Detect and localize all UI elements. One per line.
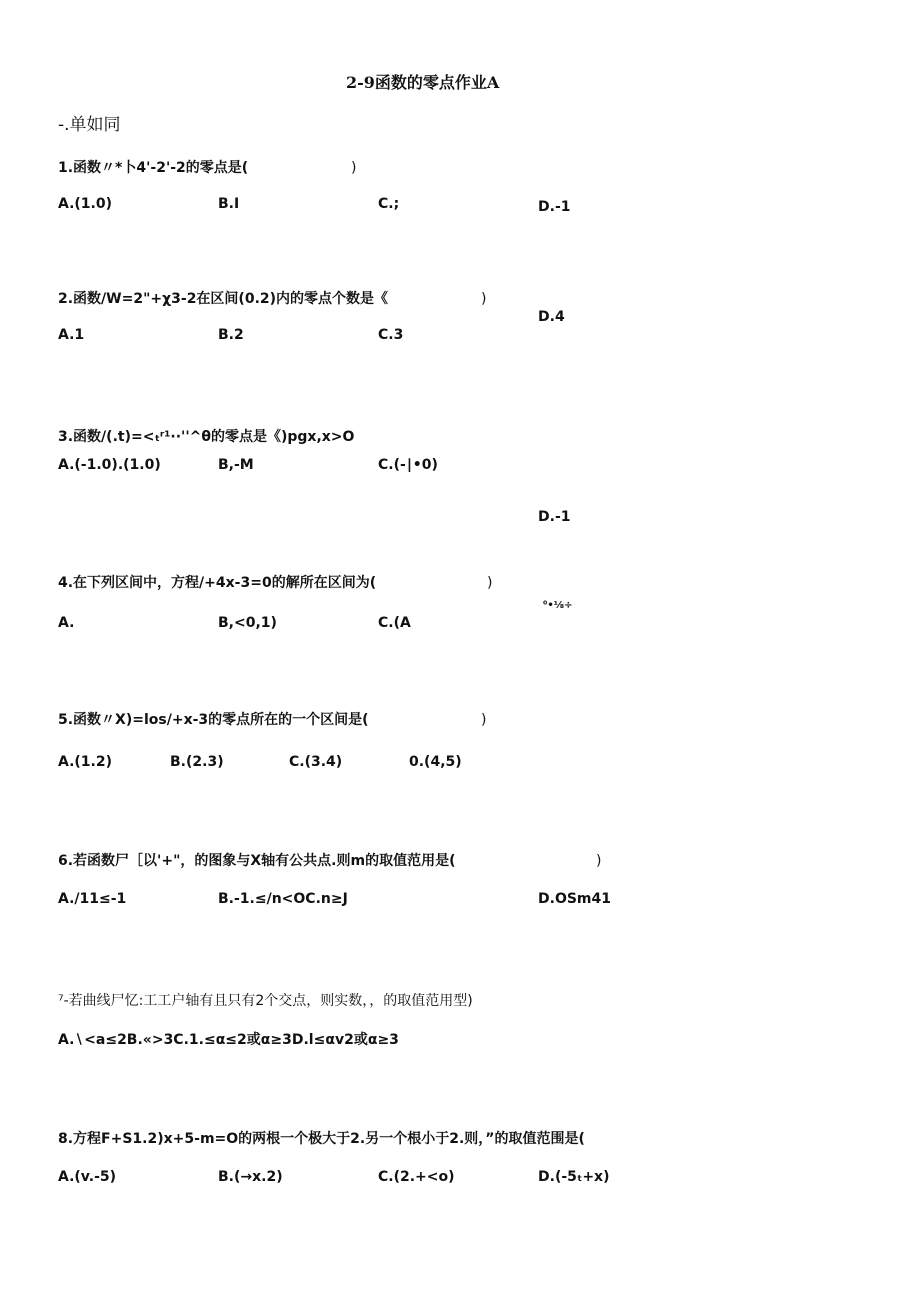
question-6-option-a: A./11≤-1: [58, 891, 127, 907]
question-1-stem: 1.函数〃*卜4'-2'-2的零点是(: [58, 160, 249, 176]
question-6-option-b: B.-1.≤/n<OC.n≥J: [218, 891, 348, 907]
question-8-option-c: C.(2.+<o): [378, 1169, 455, 1185]
section-heading: -.单如同: [58, 115, 121, 135]
question-5-option-a: A.(1.2): [58, 754, 113, 770]
question-7-stem: ⁷-若曲线尸忆:工工户轴有且只有2个交点，则实数，，的取值范用型): [58, 993, 473, 1009]
question-6-close-paren: ): [596, 853, 602, 869]
page-title: 2-9函数的零点作业A: [346, 73, 500, 92]
question-8-option-d: D.(-5ₜ+x): [538, 1169, 610, 1185]
question-4-option-d: ⁰•⅛÷: [543, 600, 573, 611]
question-7-options: A.∖<a≤2B.«>3C.1.≤α≤2或α≥3D.l≤αv2或α≥3: [58, 1032, 399, 1048]
question-2-option-c: C.3: [378, 327, 404, 343]
question-2-stem: 2.函数/W=2"+χ3-2在区间(0.2)内的零点个数是《: [58, 291, 389, 307]
question-4-close-paren: ): [487, 575, 493, 591]
question-5-option-d: 0.(4,5): [409, 754, 462, 770]
question-6-stem: 6.若函数尸［以'+"，的图象与X轴有公共点.则m的取值范用是(: [58, 853, 456, 869]
question-8-option-b: B.(→x.2): [218, 1169, 283, 1185]
question-4-option-a: A.: [58, 615, 75, 631]
question-2-option-b: B.2: [218, 327, 244, 343]
question-8-stem: 8.方程F+S1.2)x+5-m=O的两根一个极大于2.另一个根小于2.则，”的取值范围是(: [58, 1131, 585, 1147]
question-3-stem: 3.函数/(.t)=<ₜʳ¹··''^θ的零点是《)pgx,x>O: [58, 429, 355, 445]
question-6-option-d: D.OSm41: [538, 891, 611, 907]
question-5-stem: 5.函数〃X)=los/+x-3的零点所在的一个区间是(: [58, 712, 369, 728]
question-2-close-paren: ): [481, 291, 487, 307]
question-3-option-d: D.-1: [538, 509, 571, 525]
question-3-option-c: C.(-∣•0): [378, 457, 438, 473]
question-4-option-b: B,<0,1): [218, 615, 277, 631]
question-1-option-c: C.;: [378, 196, 400, 212]
question-3-option-b: B,-M: [218, 457, 254, 473]
question-2-option-d: D.4: [538, 309, 565, 325]
question-1-option-d: D.-1: [538, 199, 571, 215]
question-5-option-b: B.(2.3): [170, 754, 224, 770]
question-8-option-a: A.(v.-5): [58, 1169, 117, 1185]
question-4-option-c: C.(A: [378, 615, 411, 631]
question-2-option-a: A.1: [58, 327, 85, 343]
question-3-option-a: A.(-1.0).(1.0): [58, 457, 161, 473]
question-1-option-a: A.(1.0): [58, 196, 113, 212]
question-1-option-b: B.I: [218, 196, 240, 212]
question-4-stem: 4.在下列区间中，方程/+4x-3=0的解所在区间为(: [58, 575, 377, 591]
question-5-close-paren: ): [481, 712, 487, 728]
question-1-close-paren: ): [351, 160, 357, 176]
question-5-option-c: C.(3.4): [289, 754, 343, 770]
